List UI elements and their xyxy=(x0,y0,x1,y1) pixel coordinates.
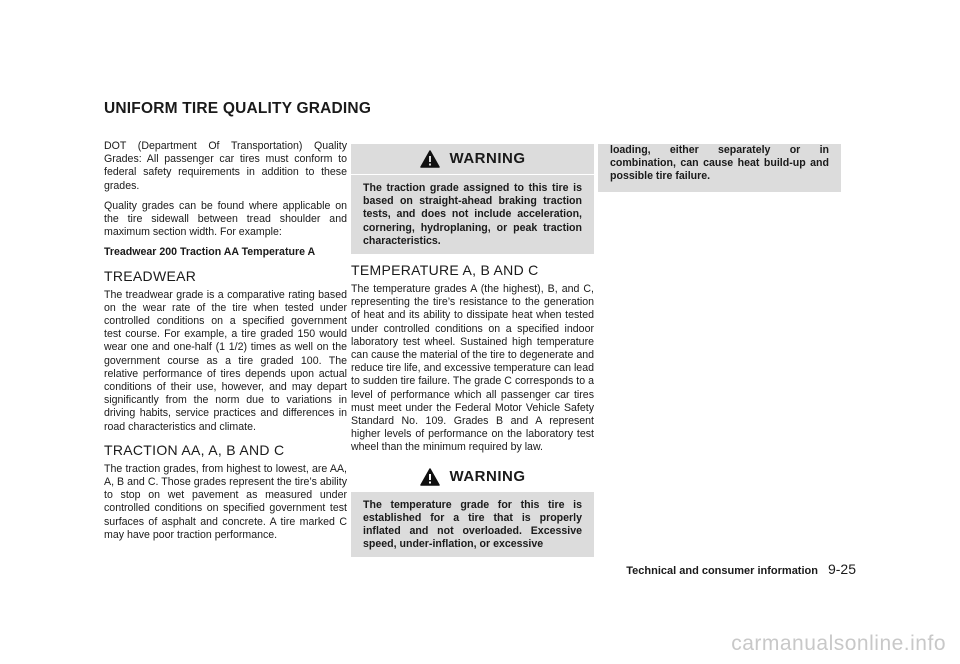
warning-triangle-icon xyxy=(420,468,440,486)
watermark: carmanualsonline.info xyxy=(731,632,946,655)
example-grade: Treadwear 200 Traction AA Temperature A xyxy=(104,246,316,259)
section-name: Technical and consumer information xyxy=(626,565,818,577)
treadwear-paragraph: The treadwear grade is a comparative rating based on the wear rate of the tire when tested under controlled conditions on a specified government test course. For example, a tire graded 150 would wear one and one-half (1 1/2) times as well on the government course as a tire graded 100. The relative performance of tires depends upon actual conditions of their use, however, and may depart significantly from the norm due to variations in driving habits, service practices and differences in road characteristics and climate. xyxy=(104,288,347,433)
column-3 xyxy=(598,144,841,192)
warning-header xyxy=(351,462,594,492)
column-2 xyxy=(351,144,594,557)
page-title: UNIFORM TIRE QUALITY GRADING xyxy=(104,100,372,117)
page-footer xyxy=(626,561,856,577)
column-1 xyxy=(104,140,347,549)
intro-paragraph: DOT (Department Of Transportation) Quality Grades: All passenger car tires must conform to federal safety requirements in addition to these grades. xyxy=(104,140,347,192)
traction-heading: TRACTION AA, A, B AND C xyxy=(104,441,285,458)
temperature-heading: TEMPERATURE A, B AND C xyxy=(351,262,539,279)
warning-triangle-icon xyxy=(420,150,440,168)
warning-header xyxy=(351,144,594,175)
treadwear-heading: TREADWEAR xyxy=(104,267,197,284)
warning-text-continued: loading, either separately or in combination, can cause heat build-up and possible tire failure. xyxy=(610,144,829,183)
warning-text: The temperature grade for this tire is established for a tire that is properly inflated and not overloaded. Excessive speed, under-inflation, or excessive xyxy=(351,492,594,558)
warning-title: WARNING xyxy=(449,150,526,168)
location-paragraph: Quality grades can be found where applicable on the tire sidewall between tread shoulder and maximum section width. For example: xyxy=(104,199,347,239)
warning-text: The traction grade assigned to this tire is based on straight-ahead braking traction tests, and does not include acceleration, cornering, hydroplaning, or peak traction characteristics. xyxy=(363,182,582,247)
page-number: 9-25 xyxy=(827,561,856,577)
temperature-warning-continued xyxy=(598,144,841,192)
traction-warning-box xyxy=(351,144,594,254)
temperature-warning-box xyxy=(351,462,594,558)
traction-paragraph: The traction grades, from highest to lowest, are AA, A, B and C. Those grades represent the tire’s ability to stop on wet pavement as measured under controlled conditions on specified government test surfaces of asphalt and concrete. A tire marked C may have poor traction performance. xyxy=(104,462,347,541)
temperature-paragraph: The temperature grades A (the highest), B, and C, representing the tire’s resistance to the generation of heat and its ability to dissipate heat when tested under controlled conditions on a specified indoor laboratory test wheel. Sustained high temperature can cause the material of the tire to degenerate and reduce tire life, and excessive temperature can lead to sudden tire failure. The grade C corresponds to a level of performance which all passenger car tires must meet under the Federal Motor Vehicle Safety Standard No. 109. Grades B and A represent higher levels of performance on the laboratory test wheel than the minimum required by law. xyxy=(351,283,594,454)
warning-title: WARNING xyxy=(449,468,526,486)
